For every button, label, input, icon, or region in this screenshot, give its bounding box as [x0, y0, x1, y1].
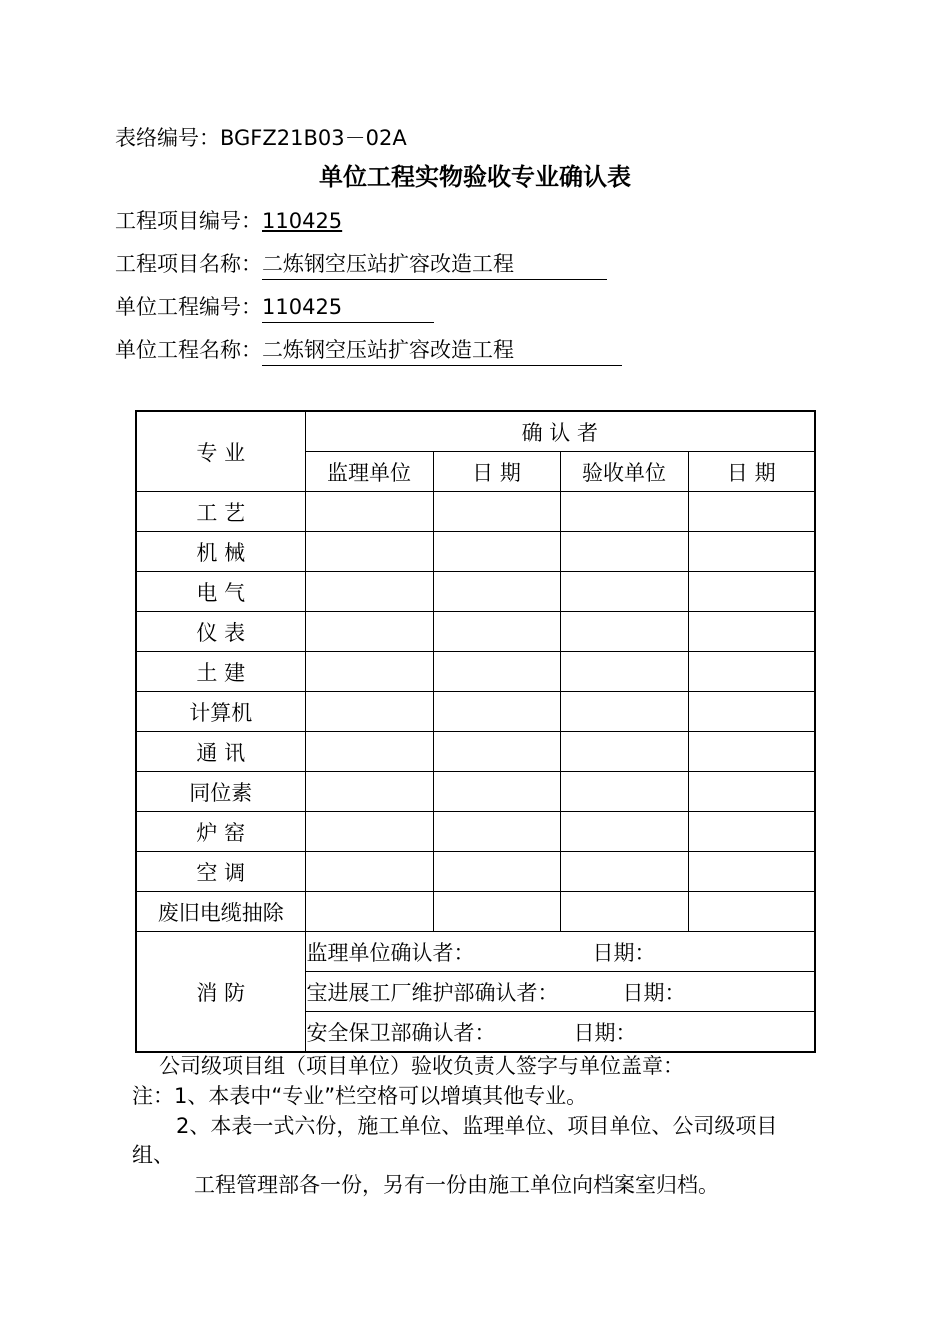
- cell[interactable]: [433, 772, 560, 812]
- cell[interactable]: [688, 692, 815, 732]
- cell[interactable]: [305, 812, 433, 852]
- note-2: 2、本表一式六份，施工单位、监理单位、项目单位、公司级项目: [176, 1114, 778, 1138]
- cell[interactable]: [305, 892, 433, 932]
- specialty-cell: 土 建: [136, 652, 305, 692]
- cell[interactable]: [305, 572, 433, 612]
- cell[interactable]: [688, 572, 815, 612]
- cell[interactable]: [433, 732, 560, 772]
- specialty-cell: 空 调: [136, 852, 305, 892]
- specialty-cell: 炉 窑: [136, 812, 305, 852]
- field-project-no: [115, 207, 342, 236]
- cell[interactable]: [688, 772, 815, 812]
- cell[interactable]: [433, 532, 560, 572]
- table-row: [136, 692, 815, 732]
- cell[interactable]: [688, 492, 815, 532]
- specialty-cell: 机 械: [136, 532, 305, 572]
- cell[interactable]: [688, 892, 815, 932]
- confirm-date-label: 日期：: [573, 1020, 637, 1045]
- note-2-cont: 工程管理部各一份，另有一份由施工单位向档案室归档。: [194, 1173, 719, 1197]
- fire-row: [136, 932, 815, 972]
- cell[interactable]: [305, 772, 433, 812]
- table-row: [136, 532, 815, 572]
- cell[interactable]: [560, 492, 688, 532]
- cell[interactable]: [560, 732, 688, 772]
- field-label: 单位工程名称：: [115, 338, 262, 362]
- cell[interactable]: [433, 652, 560, 692]
- cell[interactable]: [560, 572, 688, 612]
- cell[interactable]: [433, 892, 560, 932]
- table-row: [136, 812, 815, 852]
- header-specialty: 专 业: [136, 411, 305, 492]
- cell[interactable]: [560, 852, 688, 892]
- header-date: 日 期: [688, 452, 815, 492]
- field-value: 110425: [262, 293, 434, 323]
- field-value: 二炼钢空压站扩容改造工程: [262, 250, 607, 280]
- cell[interactable]: [688, 612, 815, 652]
- header-acceptance-unit: 验收单位: [560, 452, 688, 492]
- field-value: 110425: [262, 209, 343, 233]
- note-1: 注：1、本表中“专业”栏空格可以增填其他专业。: [132, 1084, 588, 1108]
- specialty-cell: 同位素: [136, 772, 305, 812]
- form-number: 表络编号：BGFZ21B03－02A: [115, 126, 407, 150]
- cell[interactable]: [560, 612, 688, 652]
- table-row: [136, 772, 815, 812]
- header-date: 日 期: [433, 452, 560, 492]
- cell[interactable]: [688, 852, 815, 892]
- cell[interactable]: [433, 852, 560, 892]
- document-title: 单位工程实物验收专业确认表: [319, 163, 631, 191]
- confirm-date-label: 日期：: [622, 980, 686, 1005]
- cell[interactable]: [560, 772, 688, 812]
- cell[interactable]: [560, 532, 688, 572]
- field-project-name: [115, 250, 607, 280]
- field-label: 工程项目名称：: [115, 252, 262, 276]
- table-row: [136, 572, 815, 612]
- cell[interactable]: [560, 692, 688, 732]
- cell[interactable]: [305, 692, 433, 732]
- confirm-label: 安全保卫部确认者：: [306, 1020, 496, 1045]
- table-row: [136, 892, 815, 932]
- cell[interactable]: [305, 532, 433, 572]
- cell[interactable]: [433, 812, 560, 852]
- field-unit-name: [115, 336, 622, 366]
- cell[interactable]: [433, 572, 560, 612]
- cell[interactable]: [305, 732, 433, 772]
- specialty-cell: 仪 表: [136, 612, 305, 652]
- table-row: [136, 732, 815, 772]
- cell[interactable]: [433, 612, 560, 652]
- cell[interactable]: [688, 532, 815, 572]
- table-row: [136, 492, 815, 532]
- table-row: [136, 612, 815, 652]
- note-2-wrap: 组、: [132, 1143, 174, 1167]
- cell[interactable]: [305, 612, 433, 652]
- cell[interactable]: [305, 652, 433, 692]
- field-label: 单位工程编号：: [115, 295, 262, 319]
- field-value: 二炼钢空压站扩容改造工程: [262, 336, 622, 366]
- cell[interactable]: [688, 812, 815, 852]
- specialty-cell: 废旧电缆抽除: [136, 892, 305, 932]
- specialty-cell: 工 艺: [136, 492, 305, 532]
- specialty-cell: 通 讯: [136, 732, 305, 772]
- fire-confirm-maintenance[interactable]: [305, 972, 815, 1012]
- cell[interactable]: [560, 652, 688, 692]
- specialty-cell: 电 气: [136, 572, 305, 612]
- signature-line: 公司级项目组（项目单位）验收负责人签字与单位盖章：: [159, 1054, 684, 1078]
- cell[interactable]: [560, 892, 688, 932]
- fire-confirm-supervision[interactable]: [305, 932, 815, 972]
- confirm-date-label: 日期：: [592, 940, 656, 965]
- confirm-label: 宝进展工厂维护部确认者：: [306, 980, 559, 1005]
- cell[interactable]: [305, 852, 433, 892]
- specialty-cell: 计算机: [136, 692, 305, 732]
- fire-confirm-security[interactable]: [305, 1012, 815, 1053]
- cell[interactable]: [433, 492, 560, 532]
- field-label: 工程项目编号：: [115, 209, 262, 233]
- field-unit-no: [115, 293, 434, 323]
- cell[interactable]: [305, 492, 433, 532]
- cell[interactable]: [688, 652, 815, 692]
- cell[interactable]: [688, 732, 815, 772]
- header-confirmer: 确 认 者: [305, 411, 815, 452]
- header-supervision-unit: 监理单位: [305, 452, 433, 492]
- fire-specialty-cell: 消 防: [136, 932, 305, 1053]
- cell[interactable]: [560, 812, 688, 852]
- cell[interactable]: [433, 692, 560, 732]
- confirm-label: 监理单位确认者：: [306, 940, 475, 965]
- table-row: [136, 852, 815, 892]
- confirmation-table: [135, 410, 816, 1053]
- table-row: [136, 652, 815, 692]
